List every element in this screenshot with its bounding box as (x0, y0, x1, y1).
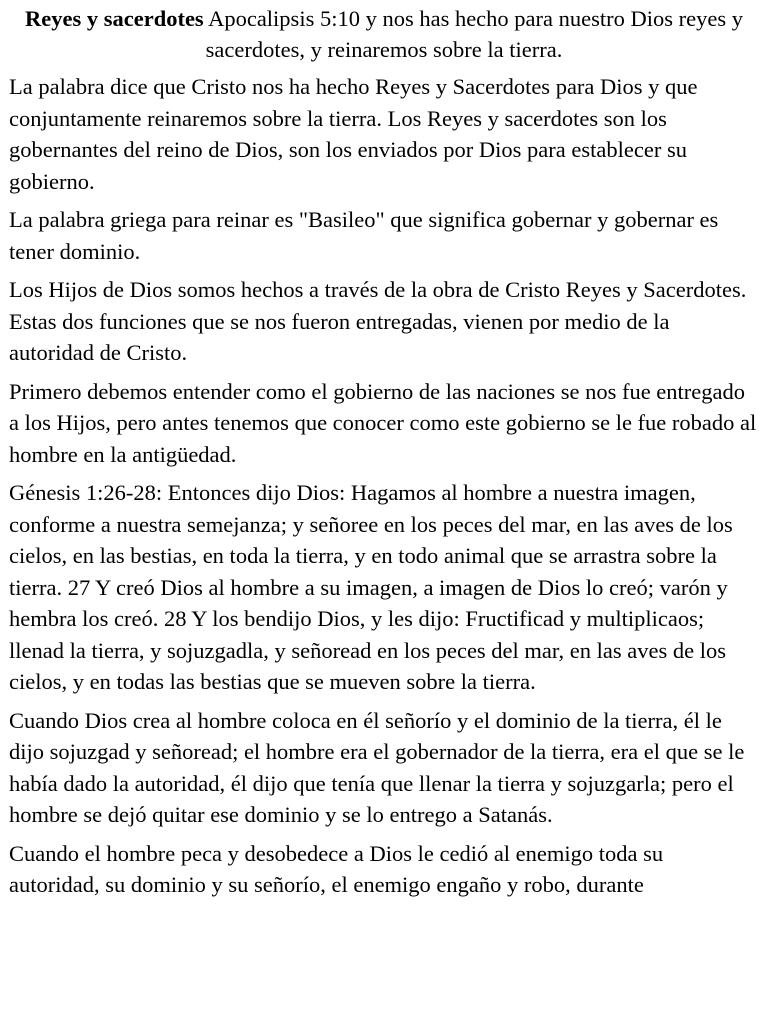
paragraph-7: Cuando el hombre peca y desobedece a Dios le cedió al enemigo toda su autoridad, su dominio y su señorío, el enemigo engaño y robo, durante (9, 840, 664, 897)
paragraph-5: Génesis 1:26-28: Entonces dijo Dios: Hagamos al hombre a nuestra imagen, conforme a nuestra semejanza; y señoree en los peces del mar, en las aves de los cielos, en las bestias, en toda la tierra, y en todo animal que se arrastra sobre la tierra. 27 Y creó Dios al hombre a su imagen, a imagen de Dios lo creó; varón y hembra los creó. 28 Y los bendijo Dios, y les dijo: Fructificad y multiplicaos; llenad la tierra, y sojuzgadla, y señoread en los peces del mar, en las aves de los cielos, y en todas las bestias que se mueven sobre la tierra. (9, 480, 733, 694)
paragraph-6: Cuando Dios crea al hombre coloca en él señorío y el dominio de la tierra, él le dijo sojuzgad y señoread; el hombre era el gobernador de la tierra, era el que se le había dado la autoridad, él dijo que tenía que llenar la tierra y sojuzgarla; pero el hombre se dejó quitar ese dominio y se lo entrego a Satanás. (9, 707, 745, 827)
paragraph-2: La palabra griega para reinar es "Basileo" que significa gobernar y gobernar es tener dominio. (9, 207, 719, 264)
heading-verse: Apocalipsis 5:10 y nos has hecho para nuestro Dios reyes y sacerdotes, y reinaremos sobre la tierra. (203, 6, 743, 62)
document-heading (9, 3, 759, 65)
heading-bold-title: Reyes y sacerdotes (25, 6, 204, 31)
paragraph-3: Los Hijos de Dios somos hechos a través de la obra de Cristo Reyes y Sacerdotes. Estas dos funciones que se nos fueron entregadas, vienen por medio de la autoridad de Cristo. (9, 277, 747, 365)
paragraph-4: Primero debemos entender como el gobierno de las naciones se nos fue entregado a los Hijos, pero antes tenemos que conocer como este gobierno se le fue robado al hombre en la antigüedad. (9, 378, 757, 467)
paragraph-1: La palabra dice que Cristo nos ha hecho Reyes y Sacerdotes para Dios y que conjuntamente reinaremos sobre la tierra. Los Reyes y sacerdotes son los gobernantes del reino de Dios, son los enviados por Dios para establecer su gobierno. (9, 74, 698, 194)
document-page (9, 3, 759, 908)
